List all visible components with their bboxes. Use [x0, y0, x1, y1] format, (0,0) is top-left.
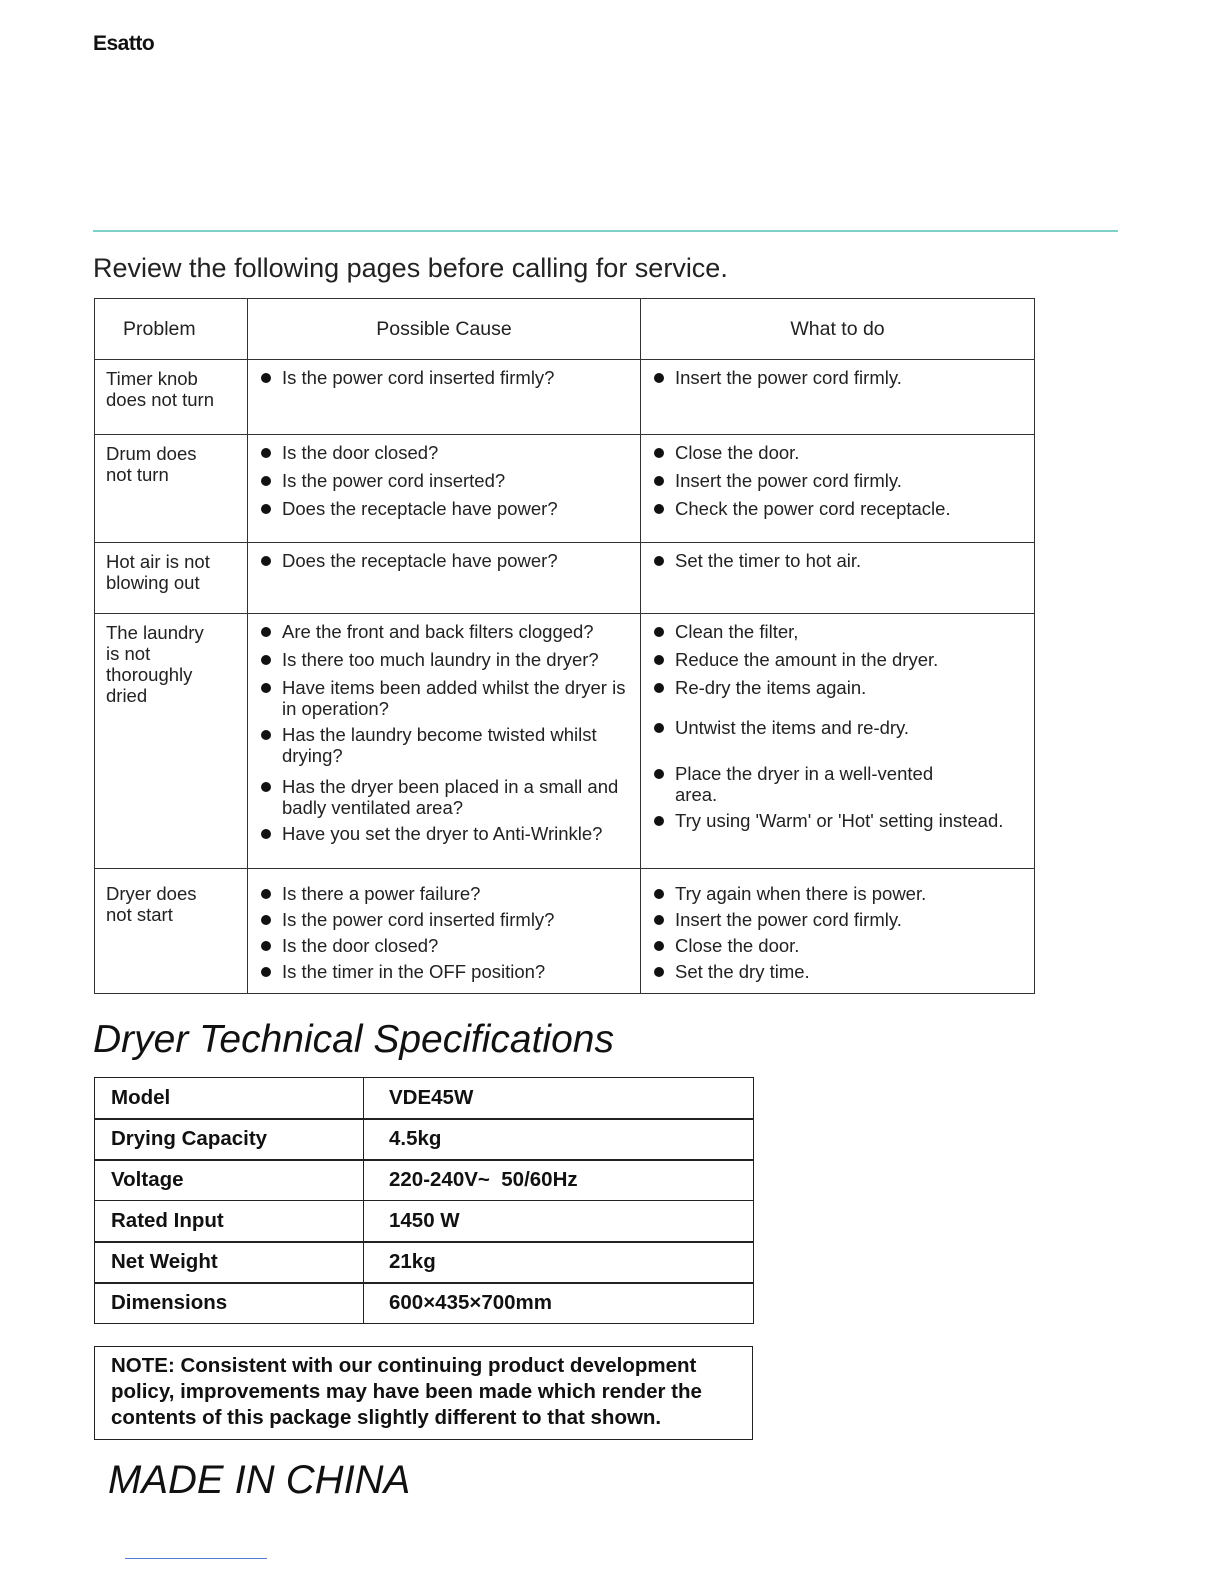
table-row [95, 543, 1035, 614]
intro-text: Review the following pages before calling for service. [93, 253, 728, 283]
cause-cell [248, 543, 641, 614]
cause-item: Is the power cord inserted firmly? [260, 367, 632, 388]
table-row [95, 360, 1035, 435]
action-item: Insert the power cord firmly. [653, 470, 1026, 491]
cause-item: Have you set the dryer to Anti-Wrinkle? [260, 823, 632, 844]
cause-item: Is the power cord inserted? [260, 470, 632, 491]
cause-item: Has the laundry become twisted whilst drying? [260, 724, 632, 766]
table-row [95, 1242, 754, 1283]
action-cell [641, 543, 1035, 614]
spec-label: Model [95, 1078, 364, 1119]
header-divider [93, 230, 1118, 232]
action-cell [641, 614, 1035, 869]
problem-text: not turn [106, 464, 169, 485]
spec-value: 220-240V~ 50/60Hz [364, 1160, 754, 1201]
problem-text: dried [106, 685, 148, 706]
problem-text: does not turn [106, 389, 214, 410]
problem-text: thoroughly [106, 664, 193, 685]
column-header-problem: Problem [95, 299, 248, 360]
problem-text: blowing out [106, 572, 200, 593]
table-row [95, 1201, 754, 1242]
action-item: Insert the power cord firmly. [653, 909, 1026, 930]
spec-label: Dimensions [95, 1283, 364, 1324]
cause-item: Is there too much laundry in the dryer? [260, 649, 632, 670]
cause-cell [248, 869, 641, 994]
action-item: Clean the filter, [653, 621, 1026, 642]
brand-logo: Esatto [93, 32, 155, 55]
action-item: Untwist the items and re-dry. [653, 717, 1026, 738]
note-box: NOTE: Consistent with our continuing product development policy, improvements may have been made which render the contents of this package slightly different to that shown. [94, 1346, 753, 1440]
table-row [95, 435, 1035, 543]
cause-cell [248, 614, 641, 869]
table-row [95, 614, 1035, 869]
problem-cell [95, 360, 248, 435]
spec-label: Drying Capacity [95, 1119, 364, 1160]
spec-value: 600×435×700mm [364, 1283, 754, 1324]
problem-text: Dryer does [106, 883, 197, 904]
table-row [95, 1078, 754, 1119]
cause-item: Does the receptacle have power? [260, 550, 632, 571]
spec-value: 4.5kg [364, 1119, 754, 1160]
specs-table [94, 1077, 754, 1324]
action-item: Insert the power cord firmly. [653, 367, 1026, 388]
action-item: Place the dryer in a well-vented area. [653, 763, 975, 805]
action-cell [641, 360, 1035, 435]
cause-item: Does the receptacle have power? [260, 498, 632, 519]
problem-text: not start [106, 904, 173, 925]
action-item: Try using 'Warm' or 'Hot' setting instead. [653, 810, 1026, 831]
cause-item: Have items been added whilst the dryer is in operation? [260, 677, 632, 719]
problem-text: Drum does [106, 443, 197, 464]
action-item: Re-dry the items again. [653, 677, 1026, 698]
spec-label: Net Weight [95, 1242, 364, 1283]
cause-cell [248, 435, 641, 543]
action-cell [641, 435, 1035, 543]
problem-cell [95, 614, 248, 869]
specs-title: Dryer Technical Specifications [93, 1018, 614, 1061]
cause-item: Is the door closed? [260, 442, 632, 463]
problem-text: Timer knob [106, 368, 198, 389]
cause-cell [248, 360, 641, 435]
spec-label: Voltage [95, 1160, 364, 1201]
action-item: Set the timer to hot air. [653, 550, 1026, 571]
spec-value: 21kg [364, 1242, 754, 1283]
problem-text: Hot air is not [106, 551, 210, 572]
cause-item: Is the power cord inserted firmly? [260, 909, 632, 930]
problem-text: is not [106, 643, 151, 664]
action-item: Close the door. [653, 935, 1026, 956]
action-item: Close the door. [653, 442, 1026, 463]
table-row [95, 1160, 754, 1201]
cause-item: Has the dryer been placed in a small and badly ventilated area? [260, 776, 632, 818]
table-row [95, 1119, 754, 1160]
problem-cell [95, 869, 248, 994]
footer-line [125, 1558, 267, 1559]
spec-value: 1450 W [364, 1201, 754, 1242]
cause-item: Are the front and back filters clogged? [260, 621, 632, 642]
problem-cell [95, 435, 248, 543]
problem-text: The laundry [106, 622, 204, 643]
action-item: Check the power cord receptacle. [653, 498, 1026, 519]
action-cell [641, 869, 1035, 994]
column-header-action: What to do [641, 299, 1035, 360]
column-header-cause: Possible Cause [248, 299, 641, 360]
action-item: Try again when there is power. [653, 883, 1026, 904]
action-item: Set the dry time. [653, 961, 1026, 982]
cause-item: Is the door closed? [260, 935, 632, 956]
table-row [95, 1283, 754, 1324]
action-item: Reduce the amount in the dryer. [653, 649, 1026, 670]
spec-value: VDE45W [364, 1078, 754, 1119]
table-row [95, 869, 1035, 994]
troubleshooting-table [94, 298, 1035, 994]
origin-label: MADE IN CHINA [108, 1458, 411, 1502]
spec-label: Rated Input [95, 1201, 364, 1242]
problem-cell [95, 543, 248, 614]
cause-item: Is the timer in the OFF position? [260, 961, 632, 982]
cause-item: Is there a power failure? [260, 883, 632, 904]
